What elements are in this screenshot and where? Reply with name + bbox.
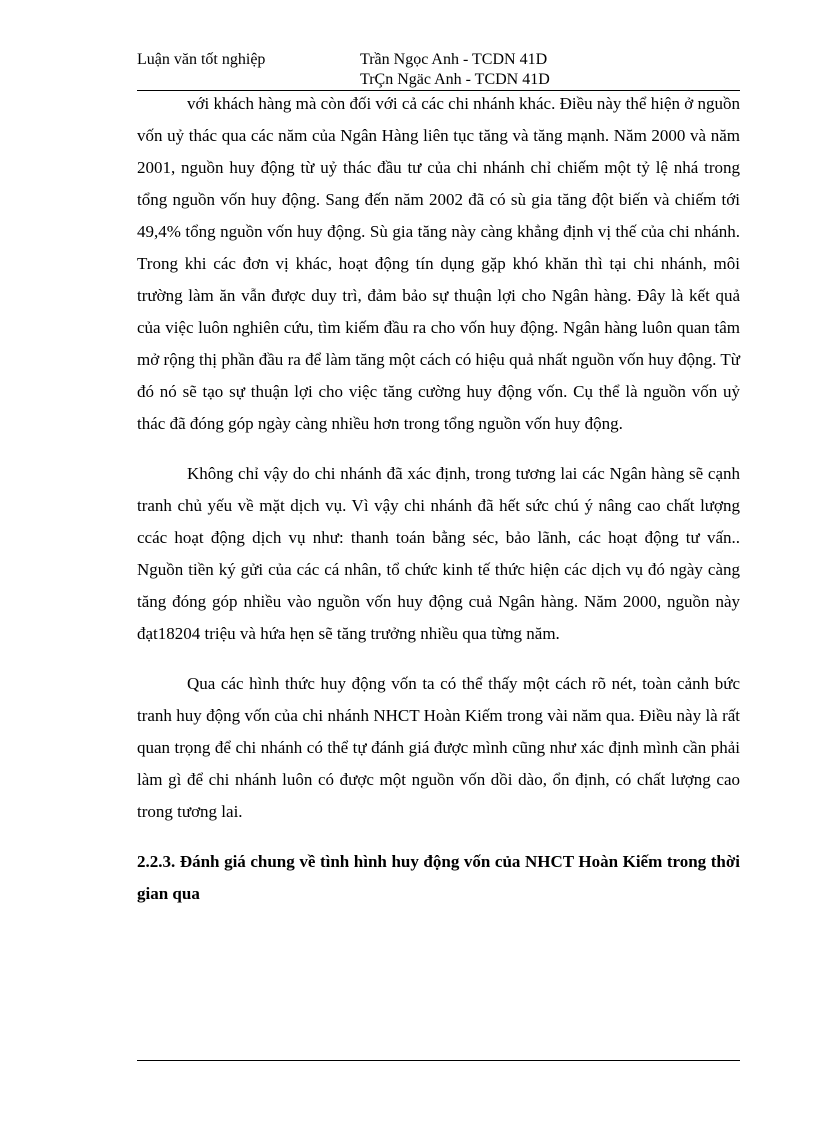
header-author <box>360 50 550 90</box>
section-heading: 2.2.3. Đánh giá chung về tình hình huy động vốn của NHCT Hoàn Kiếm trong thời gian qua <box>137 852 740 903</box>
header-author-line-1: Trần Ngọc Anh - TCDN 41D <box>360 51 548 68</box>
paragraph-2: Không chỉ vậy do chi nhánh đã xác định, trong tương lai các Ngân hàng sẽ cạnh tranh chủ yếu về mặt dịch vụ. Vì vậy chi nhánh đã hết sức chú ý nâng cao chất lượng ccác hoạt động dịch vụ như: thanh toán bằng séc, bảo lãnh, các hoạt động tư vấn.. Nguồn tiền ký gửi của các cá nhân, tổ chức kinh tế thức hiện các dịch vụ đó ngày càng tăng đóng góp nhiều vào nguồn vốn huy động cuả Ngân hàng. Năm 2000, nguồn này đạt18204 triệu và hứa hẹn sẽ tăng trưởng nhiều qua từng năm. <box>137 464 740 643</box>
footer-divider <box>137 1060 740 1061</box>
document-body <box>137 88 740 910</box>
header-author-line-2: TrÇn Ngäc Anh - TCDN 41D <box>360 71 550 88</box>
header-thesis-label: Luận văn tốt nghiệp <box>137 51 266 68</box>
paragraph-3: Qua các hình thức huy động vốn ta có thể thấy một cách rõ nét, toàn cảnh bức tranh huy động vốn của chi nhánh NHCT Hoàn Kiếm trong vài năm qua. Điều này là rất quan trọng để chi nhánh có thể tự đánh giá được mình cũng như xác định mình cần phải làm gì để chi nhánh luôn có được một nguồn vốn dồi dào, ổn định, có chất lượng cao trong tương lai. <box>137 674 740 821</box>
paragraph-1: với khách hàng mà còn đối với cả các chi nhánh khác. Điều này thể hiện ở nguồn vốn uỷ thác qua các năm của Ngân Hàng liên tục tăng và tăng mạnh. Năm 2000 và năm 2001, nguồn huy động từ uỷ thác đầu tư của chi nhánh chỉ chiếm một tỷ lệ nhá trong tổng nguồn vốn huy động. Sang đến năm 2002 đã có sù gia tăng đột biến và chiếm tới 49,4% tổng nguồn vốn huy động. Sù gia tăng này càng khẳng định vị thế của chi nhánh. Trong khi các đơn vị khác, hoạt động tín dụng gặp khó khăn thì tại chi nhánh, môi trường làm ăn vẫn được duy trì, đảm bảo sự thuận lợi cho Ngân hàng. Đây là kết quả của việc luôn nghiên cứu, tìm kiếm đầu ra cho vốn huy động. Ngân hàng luôn quan tâm mở rộng thị phần đầu ra để làm tăng một cách có hiệu quả nhất nguồn vốn huy động. Từ đó nó sẽ tạo sự thuận lợi cho việc tăng cường huy động vốn. Cụ thể là nguồn vốn uỷ thác đã đóng góp ngày càng nhiều hơn trong tổng nguồn vốn huy động. <box>137 94 740 433</box>
